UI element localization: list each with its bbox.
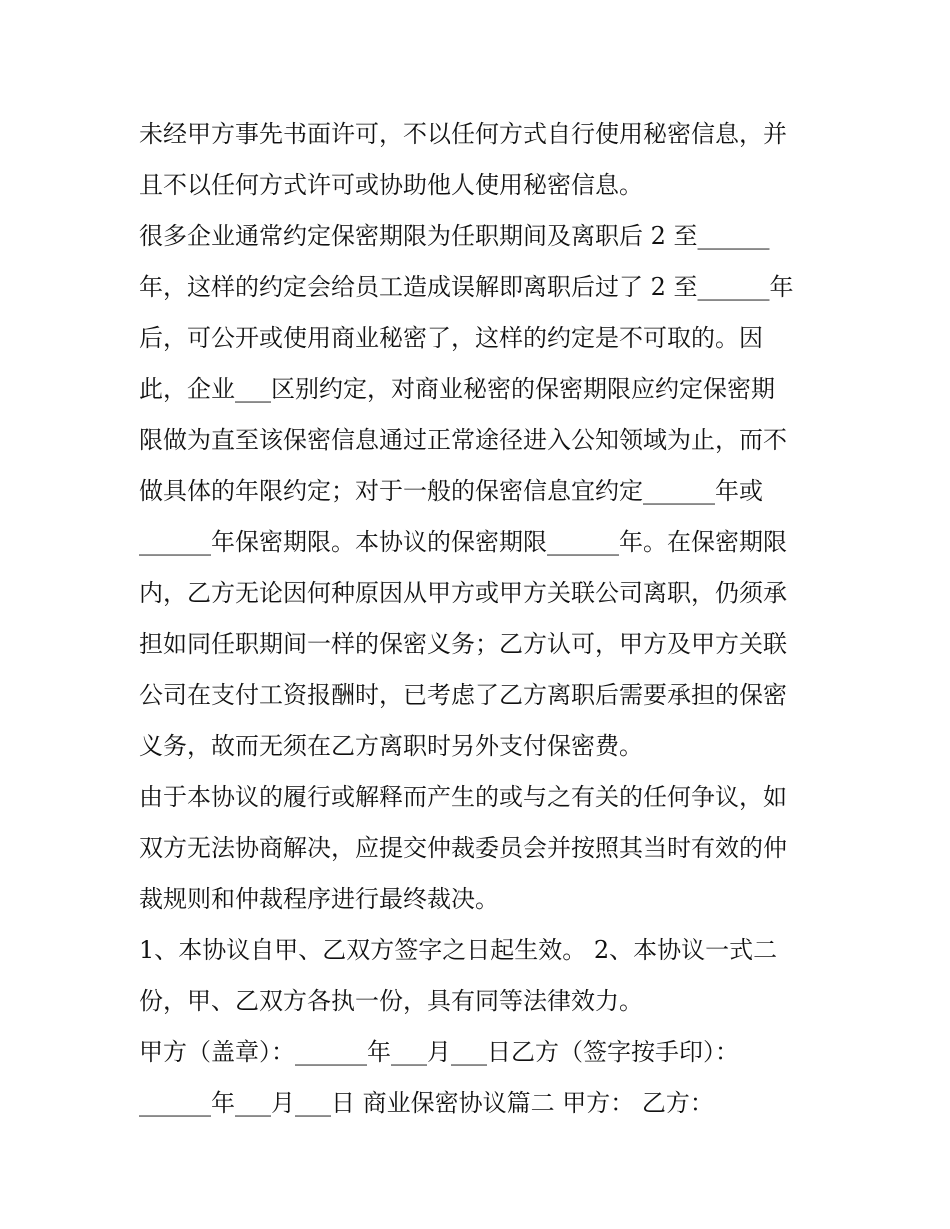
text-line: 公司在支付工资报酬时，已考虑了乙方离职后需要承担的保密 xyxy=(139,681,787,709)
text-line: 限做为直至该保密信息通过正常途径进入公知领域为止，而不 xyxy=(139,426,787,454)
text-line: 由于本协议的履行或解释而产生的或与之有关的任何争议，如 xyxy=(139,783,787,811)
text-line: 担如同任职期间一样的保密义务；乙方认可，甲方及甲方关联 xyxy=(139,630,787,658)
text-line: ______年___月___日 商业保密协议篇二 甲方： 乙方： xyxy=(139,1089,714,1117)
text-line: ______年保密期限。本协议的保密期限______年。在保密期限 xyxy=(139,528,787,556)
text-line: 年，这样的约定会给员工造成误解即离职后过了 2 至______年 xyxy=(139,273,794,301)
text-line: 1、本协议自甲、乙双方签字之日起生效。 2、本协议一式二 xyxy=(139,936,778,964)
text-line: 未经甲方事先书面许可，不以任何方式自行使用秘密信息，并 xyxy=(139,120,787,148)
text-line: 份，甲、乙双方各执一份，具有同等法律效力。 xyxy=(139,987,643,1015)
text-line: 义务，故而无须在乙方离职时另外支付保密费。 xyxy=(139,732,643,760)
text-line: 甲方（盖章）：______年___月___日乙方（签字按手印）： xyxy=(139,1038,739,1066)
text-line: 此，企业___区别约定，对商业秘密的保密期限应约定保密期 xyxy=(139,375,775,403)
text-line: 很多企业通常约定保密期限为任职期间及离职后 2 至______ xyxy=(139,222,770,250)
text-line: 内，乙方无论因何种原因从甲方或甲方关联公司离职，仍须承 xyxy=(139,579,787,607)
text-line: 双方无法协商解决，应提交仲裁委员会并按照其当时有效的仲 xyxy=(139,834,787,862)
text-line: 后，可公开或使用商业秘密了，这样的约定是不可取的。因 xyxy=(139,324,763,352)
document-body xyxy=(139,109,819,1129)
text-line: 做具体的年限约定；对于一般的保密信息宜约定______年或 xyxy=(139,477,763,505)
text-line: 且不以任何方式许可或协助他人使用秘密信息。 xyxy=(139,171,643,199)
text-line: 裁规则和仲裁程序进行最终裁决。 xyxy=(139,885,499,913)
